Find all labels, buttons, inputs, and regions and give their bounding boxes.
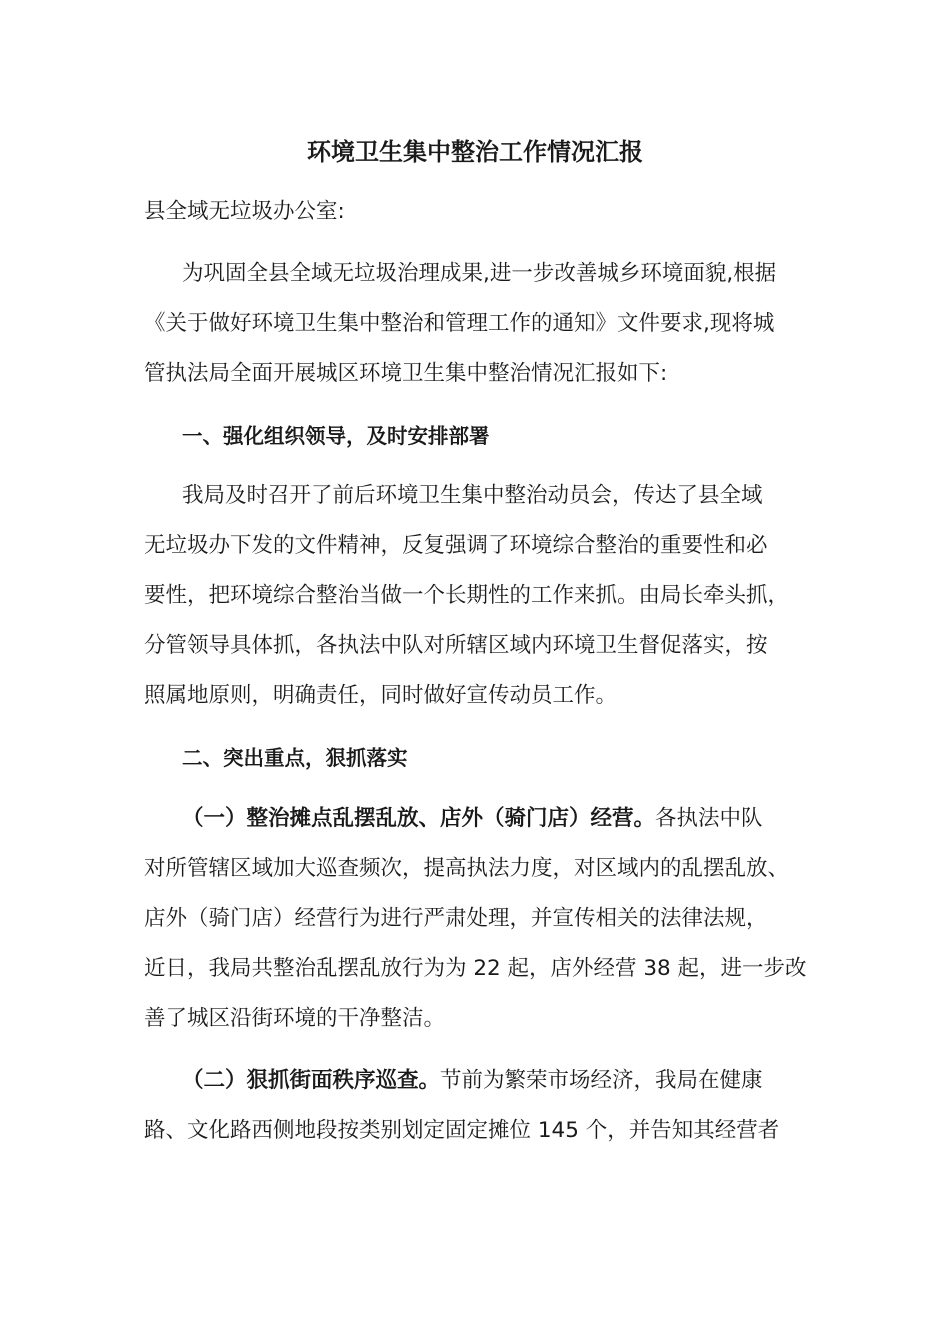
section-1-heading: 一、强化组织领导，及时安排部署 xyxy=(182,424,490,448)
item-1-line-2: 对所管辖区域加大巡查频次，提高执法力度，对区域内的乱摆乱放、 xyxy=(144,856,790,881)
item-2-line-1 xyxy=(182,1065,763,1097)
document-title: 环境卫生集中整治工作情况汇报 xyxy=(307,138,643,166)
item-2-first-rest: 节前为繁荣市场经济，我局在健康 xyxy=(440,1068,763,1093)
item-1-heading: （一）整治摊点乱摆乱放、店外（骑门店）经营。 xyxy=(182,806,656,831)
section-1-line-5: 照属地原则，明确责任，同时做好宣传动员工作。 xyxy=(144,683,618,708)
item-2-heading: （二）狠抓街面秩序巡查。 xyxy=(182,1068,441,1093)
item-2-line-2: 路、文化路西侧地段按类别划定固定摊位 145 个，并告知其经营者 xyxy=(144,1118,780,1143)
intro-line-1: 为巩固全县全域无垃圾治理成果,进一步改善城乡环境面貌,根据 xyxy=(182,261,777,286)
item-1-first-rest: 各执法中队 xyxy=(655,806,763,831)
item-1-line-3: 店外（骑门店）经营行为进行严肃处理，并宣传相关的法律法规， xyxy=(144,906,768,931)
item-1-line-1 xyxy=(182,803,763,835)
addressee: 县全域无垃圾办公室: xyxy=(144,199,345,224)
intro-line-2: 《关于做好环境卫生集中整治和管理工作的通知》文件要求,现将城 xyxy=(144,311,775,336)
section-1-line-4: 分管领导具体抓，各执法中队对所辖区域内环境卫生督促落实，按 xyxy=(144,633,768,658)
section-1-line-3: 要性，把环境综合整治当做一个长期性的工作来抓。由局长牵头抓， xyxy=(144,583,790,608)
section-1-line-2: 无垃圾办下发的文件精神，反复强调了环境综合整治的重要性和必 xyxy=(144,533,768,558)
section-2-heading: 二、突出重点，狠抓落实 xyxy=(182,746,408,770)
section-1-line-1: 我局及时召开了前后环境卫生集中整治动员会，传达了县全域 xyxy=(182,483,763,508)
item-1-line-4: 近日，我局共整治乱摆乱放行为为 22 起，店外经营 38 起，进一步改 xyxy=(144,956,807,981)
intro-line-3: 管执法局全面开展城区环境卫生集中整治情况汇报如下: xyxy=(144,361,668,386)
item-1-line-5: 善了城区沿街环境的干净整洁。 xyxy=(144,1006,446,1031)
